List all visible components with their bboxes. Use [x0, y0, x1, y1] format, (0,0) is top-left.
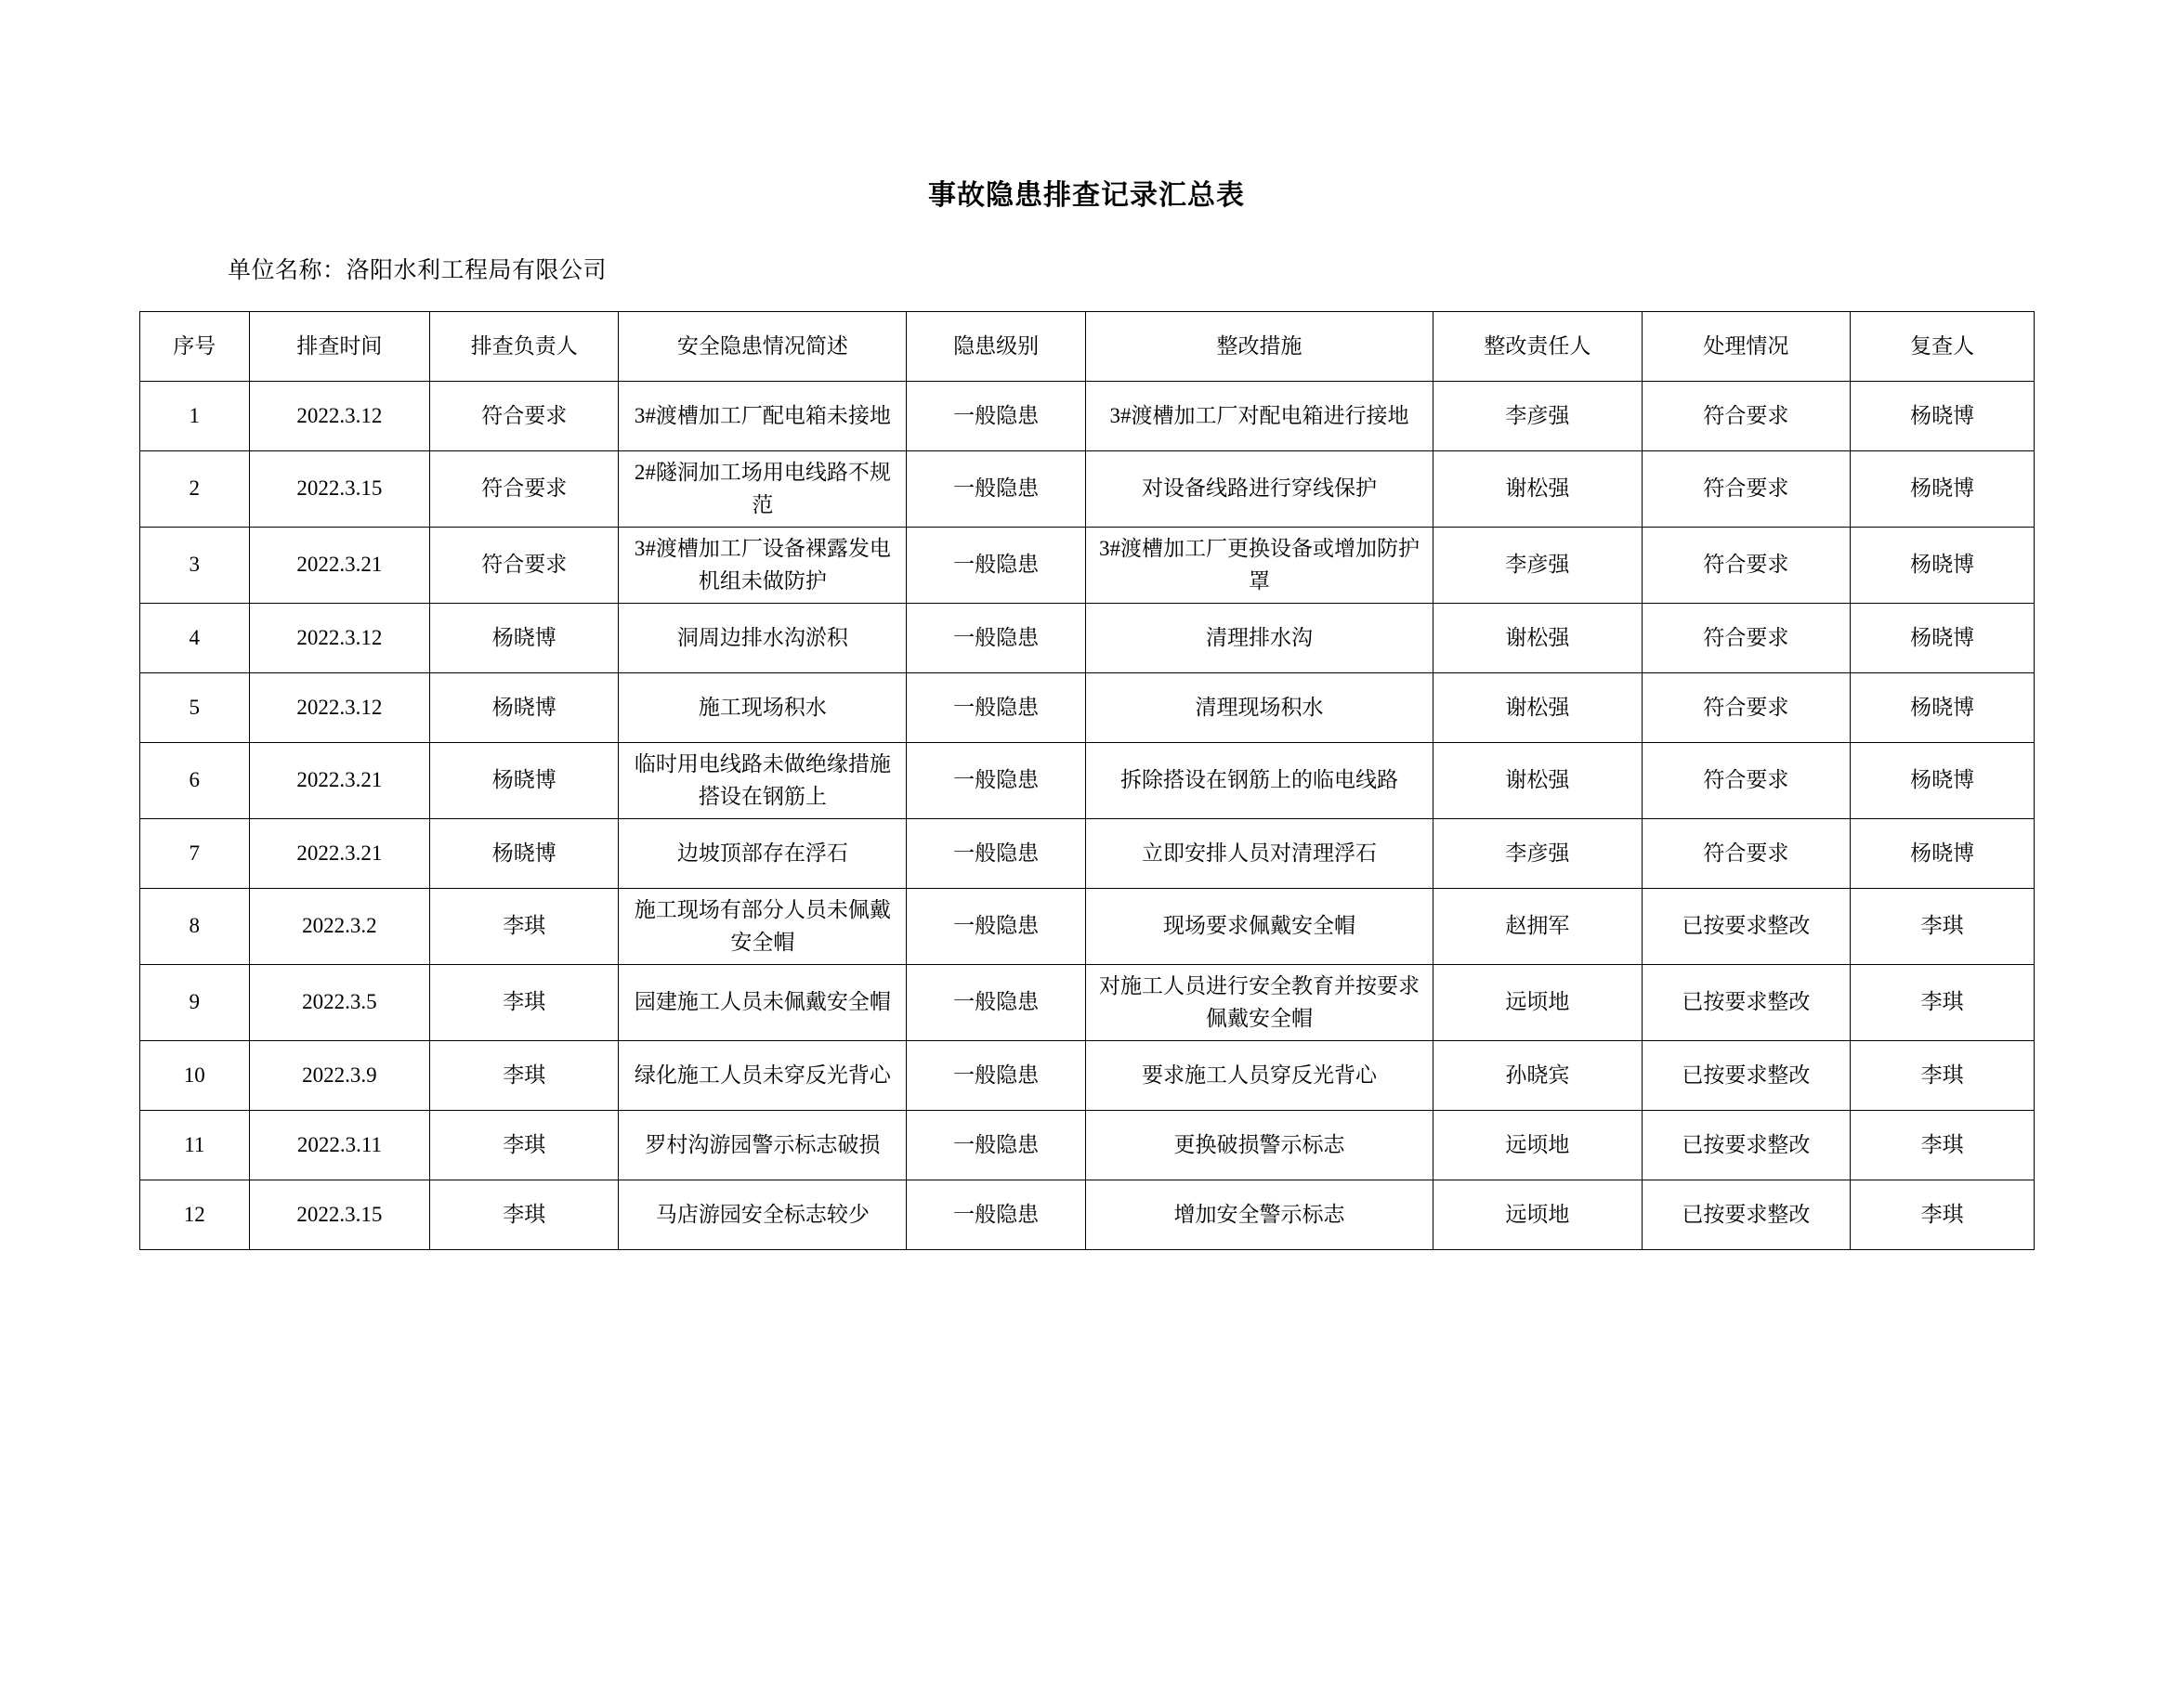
cell-time: 2022.3.12 — [249, 382, 430, 451]
unit-name-line — [228, 252, 2173, 285]
cell-level: 一般隐患 — [907, 1111, 1085, 1180]
cell-index: 6 — [140, 743, 250, 819]
cell-level: 一般隐患 — [907, 604, 1085, 673]
cell-reviewer: 杨晓博 — [1851, 451, 2035, 528]
cell-action: 拆除搭设在钢筋上的临电线路 — [1085, 743, 1433, 819]
cell-reviewer: 李琪 — [1851, 965, 2035, 1041]
table-row — [140, 673, 2035, 743]
cell-status: 符合要求 — [1642, 743, 1851, 819]
cell-status: 符合要求 — [1642, 819, 1851, 889]
cell-action: 清理排水沟 — [1085, 604, 1433, 673]
cell-time: 2022.3.21 — [249, 528, 430, 604]
cell-action: 3#渡槽加工厂对配电箱进行接地 — [1085, 382, 1433, 451]
column-header-level: 隐患级别 — [907, 312, 1085, 382]
cell-description: 洞周边排水沟淤积 — [619, 604, 907, 673]
cell-reviewer: 李琪 — [1851, 1180, 2035, 1250]
cell-owner: 杨晓博 — [430, 673, 619, 743]
cell-index: 10 — [140, 1041, 250, 1111]
table-row — [140, 528, 2035, 604]
table-row — [140, 604, 2035, 673]
cell-status: 已按要求整改 — [1642, 889, 1851, 965]
cell-responsible: 李彦强 — [1433, 819, 1643, 889]
cell-responsible: 远顷地 — [1433, 965, 1643, 1041]
cell-status: 已按要求整改 — [1642, 1041, 1851, 1111]
table-header-row — [140, 312, 2035, 382]
cell-action: 更换破损警示标志 — [1085, 1111, 1433, 1180]
cell-status: 符合要求 — [1642, 382, 1851, 451]
cell-action: 立即安排人员对清理浮石 — [1085, 819, 1433, 889]
table-row — [140, 382, 2035, 451]
cell-time: 2022.3.5 — [249, 965, 430, 1041]
cell-description: 施工现场有部分人员未佩戴安全帽 — [619, 889, 907, 965]
cell-description: 临时用电线路未做绝缘措施搭设在钢筋上 — [619, 743, 907, 819]
cell-time: 2022.3.12 — [249, 673, 430, 743]
cell-description: 2#隧洞加工场用电线路不规范 — [619, 451, 907, 528]
cell-index: 8 — [140, 889, 250, 965]
cell-level: 一般隐患 — [907, 819, 1085, 889]
cell-level: 一般隐患 — [907, 889, 1085, 965]
cell-level: 一般隐患 — [907, 451, 1085, 528]
cell-action: 增加安全警示标志 — [1085, 1180, 1433, 1250]
column-header-description: 安全隐患情况简述 — [619, 312, 907, 382]
cell-time: 2022.3.12 — [249, 604, 430, 673]
cell-index: 2 — [140, 451, 250, 528]
cell-owner: 符合要求 — [430, 382, 619, 451]
hazard-records-table — [139, 311, 2035, 1250]
cell-description: 绿化施工人员未穿反光背心 — [619, 1041, 907, 1111]
cell-owner: 符合要求 — [430, 528, 619, 604]
cell-action: 3#渡槽加工厂更换设备或增加防护罩 — [1085, 528, 1433, 604]
cell-reviewer: 杨晓博 — [1851, 743, 2035, 819]
table-body — [140, 382, 2035, 1250]
cell-index: 9 — [140, 965, 250, 1041]
cell-responsible: 孙晓宾 — [1433, 1041, 1643, 1111]
cell-level: 一般隐患 — [907, 673, 1085, 743]
cell-owner: 李琪 — [430, 889, 619, 965]
cell-time: 2022.3.11 — [249, 1111, 430, 1180]
cell-index: 7 — [140, 819, 250, 889]
unit-name-value: 洛阳水利工程局有限公司 — [346, 258, 608, 283]
cell-reviewer: 李琪 — [1851, 1111, 2035, 1180]
cell-responsible: 赵拥军 — [1433, 889, 1643, 965]
document-page — [0, 172, 2173, 1708]
cell-responsible: 李彦强 — [1433, 382, 1643, 451]
cell-time: 2022.3.21 — [249, 743, 430, 819]
cell-level: 一般隐患 — [907, 743, 1085, 819]
cell-action: 现场要求佩戴安全帽 — [1085, 889, 1433, 965]
table-row — [140, 743, 2035, 819]
cell-level: 一般隐患 — [907, 1041, 1085, 1111]
cell-index: 1 — [140, 382, 250, 451]
cell-reviewer: 杨晓博 — [1851, 604, 2035, 673]
cell-status: 已按要求整改 — [1642, 1180, 1851, 1250]
cell-action: 要求施工人员穿反光背心 — [1085, 1041, 1433, 1111]
cell-owner: 杨晓博 — [430, 819, 619, 889]
table-row — [140, 1111, 2035, 1180]
cell-responsible: 远顷地 — [1433, 1111, 1643, 1180]
column-header-owner: 排查负责人 — [430, 312, 619, 382]
cell-reviewer: 杨晓博 — [1851, 819, 2035, 889]
cell-reviewer: 李琪 — [1851, 1041, 2035, 1111]
cell-owner: 李琪 — [430, 1111, 619, 1180]
cell-owner: 李琪 — [430, 1180, 619, 1250]
cell-description: 3#渡槽加工厂配电箱未接地 — [619, 382, 907, 451]
unit-name-label: 单位名称： — [228, 258, 347, 283]
cell-reviewer: 杨晓博 — [1851, 528, 2035, 604]
cell-description: 马店游园安全标志较少 — [619, 1180, 907, 1250]
cell-status: 已按要求整改 — [1642, 965, 1851, 1041]
column-header-reviewer: 复查人 — [1851, 312, 2035, 382]
cell-reviewer: 杨晓博 — [1851, 673, 2035, 743]
cell-index: 4 — [140, 604, 250, 673]
column-header-responsible: 整改责任人 — [1433, 312, 1643, 382]
cell-responsible: 谢松强 — [1433, 673, 1643, 743]
cell-description: 园建施工人员未佩戴安全帽 — [619, 965, 907, 1041]
table-row — [140, 819, 2035, 889]
cell-owner: 李琪 — [430, 1041, 619, 1111]
cell-responsible: 李彦强 — [1433, 528, 1643, 604]
cell-level: 一般隐患 — [907, 1180, 1085, 1250]
cell-time: 2022.3.15 — [249, 1180, 430, 1250]
cell-responsible: 谢松强 — [1433, 451, 1643, 528]
cell-responsible: 谢松强 — [1433, 604, 1643, 673]
cell-time: 2022.3.21 — [249, 819, 430, 889]
cell-reviewer: 李琪 — [1851, 889, 2035, 965]
table-row — [140, 1041, 2035, 1111]
cell-action: 对设备线路进行穿线保护 — [1085, 451, 1433, 528]
cell-status: 符合要求 — [1642, 528, 1851, 604]
column-header-index: 序号 — [140, 312, 250, 382]
cell-status: 已按要求整改 — [1642, 1111, 1851, 1180]
cell-action: 对施工人员进行安全教育并按要求佩戴安全帽 — [1085, 965, 1433, 1041]
cell-description: 3#渡槽加工厂设备裸露发电机组未做防护 — [619, 528, 907, 604]
table-row — [140, 451, 2035, 528]
column-header-time: 排查时间 — [249, 312, 430, 382]
page-title: 事故隐患排查记录汇总表 — [928, 180, 1245, 211]
cell-level: 一般隐患 — [907, 528, 1085, 604]
cell-status: 符合要求 — [1642, 604, 1851, 673]
cell-index: 3 — [140, 528, 250, 604]
cell-time: 2022.3.9 — [249, 1041, 430, 1111]
cell-status: 符合要求 — [1642, 673, 1851, 743]
cell-responsible: 远顷地 — [1433, 1180, 1643, 1250]
cell-owner: 杨晓博 — [430, 743, 619, 819]
cell-owner: 符合要求 — [430, 451, 619, 528]
cell-status: 符合要求 — [1642, 451, 1851, 528]
column-header-action: 整改措施 — [1085, 312, 1433, 382]
cell-action: 清理现场积水 — [1085, 673, 1433, 743]
cell-index: 11 — [140, 1111, 250, 1180]
column-header-status: 处理情况 — [1642, 312, 1851, 382]
cell-owner: 杨晓博 — [430, 604, 619, 673]
cell-reviewer: 杨晓博 — [1851, 382, 2035, 451]
cell-description: 施工现场积水 — [619, 673, 907, 743]
cell-level: 一般隐患 — [907, 965, 1085, 1041]
table-row — [140, 1180, 2035, 1250]
cell-index: 5 — [140, 673, 250, 743]
cell-time: 2022.3.15 — [249, 451, 430, 528]
cell-owner: 李琪 — [430, 965, 619, 1041]
cell-description: 边坡顶部存在浮石 — [619, 819, 907, 889]
cell-level: 一般隐患 — [907, 382, 1085, 451]
cell-responsible: 谢松强 — [1433, 743, 1643, 819]
cell-index: 12 — [140, 1180, 250, 1250]
cell-description: 罗村沟游园警示标志破损 — [619, 1111, 907, 1180]
table-row — [140, 965, 2035, 1041]
cell-time: 2022.3.2 — [249, 889, 430, 965]
table-row — [140, 889, 2035, 965]
